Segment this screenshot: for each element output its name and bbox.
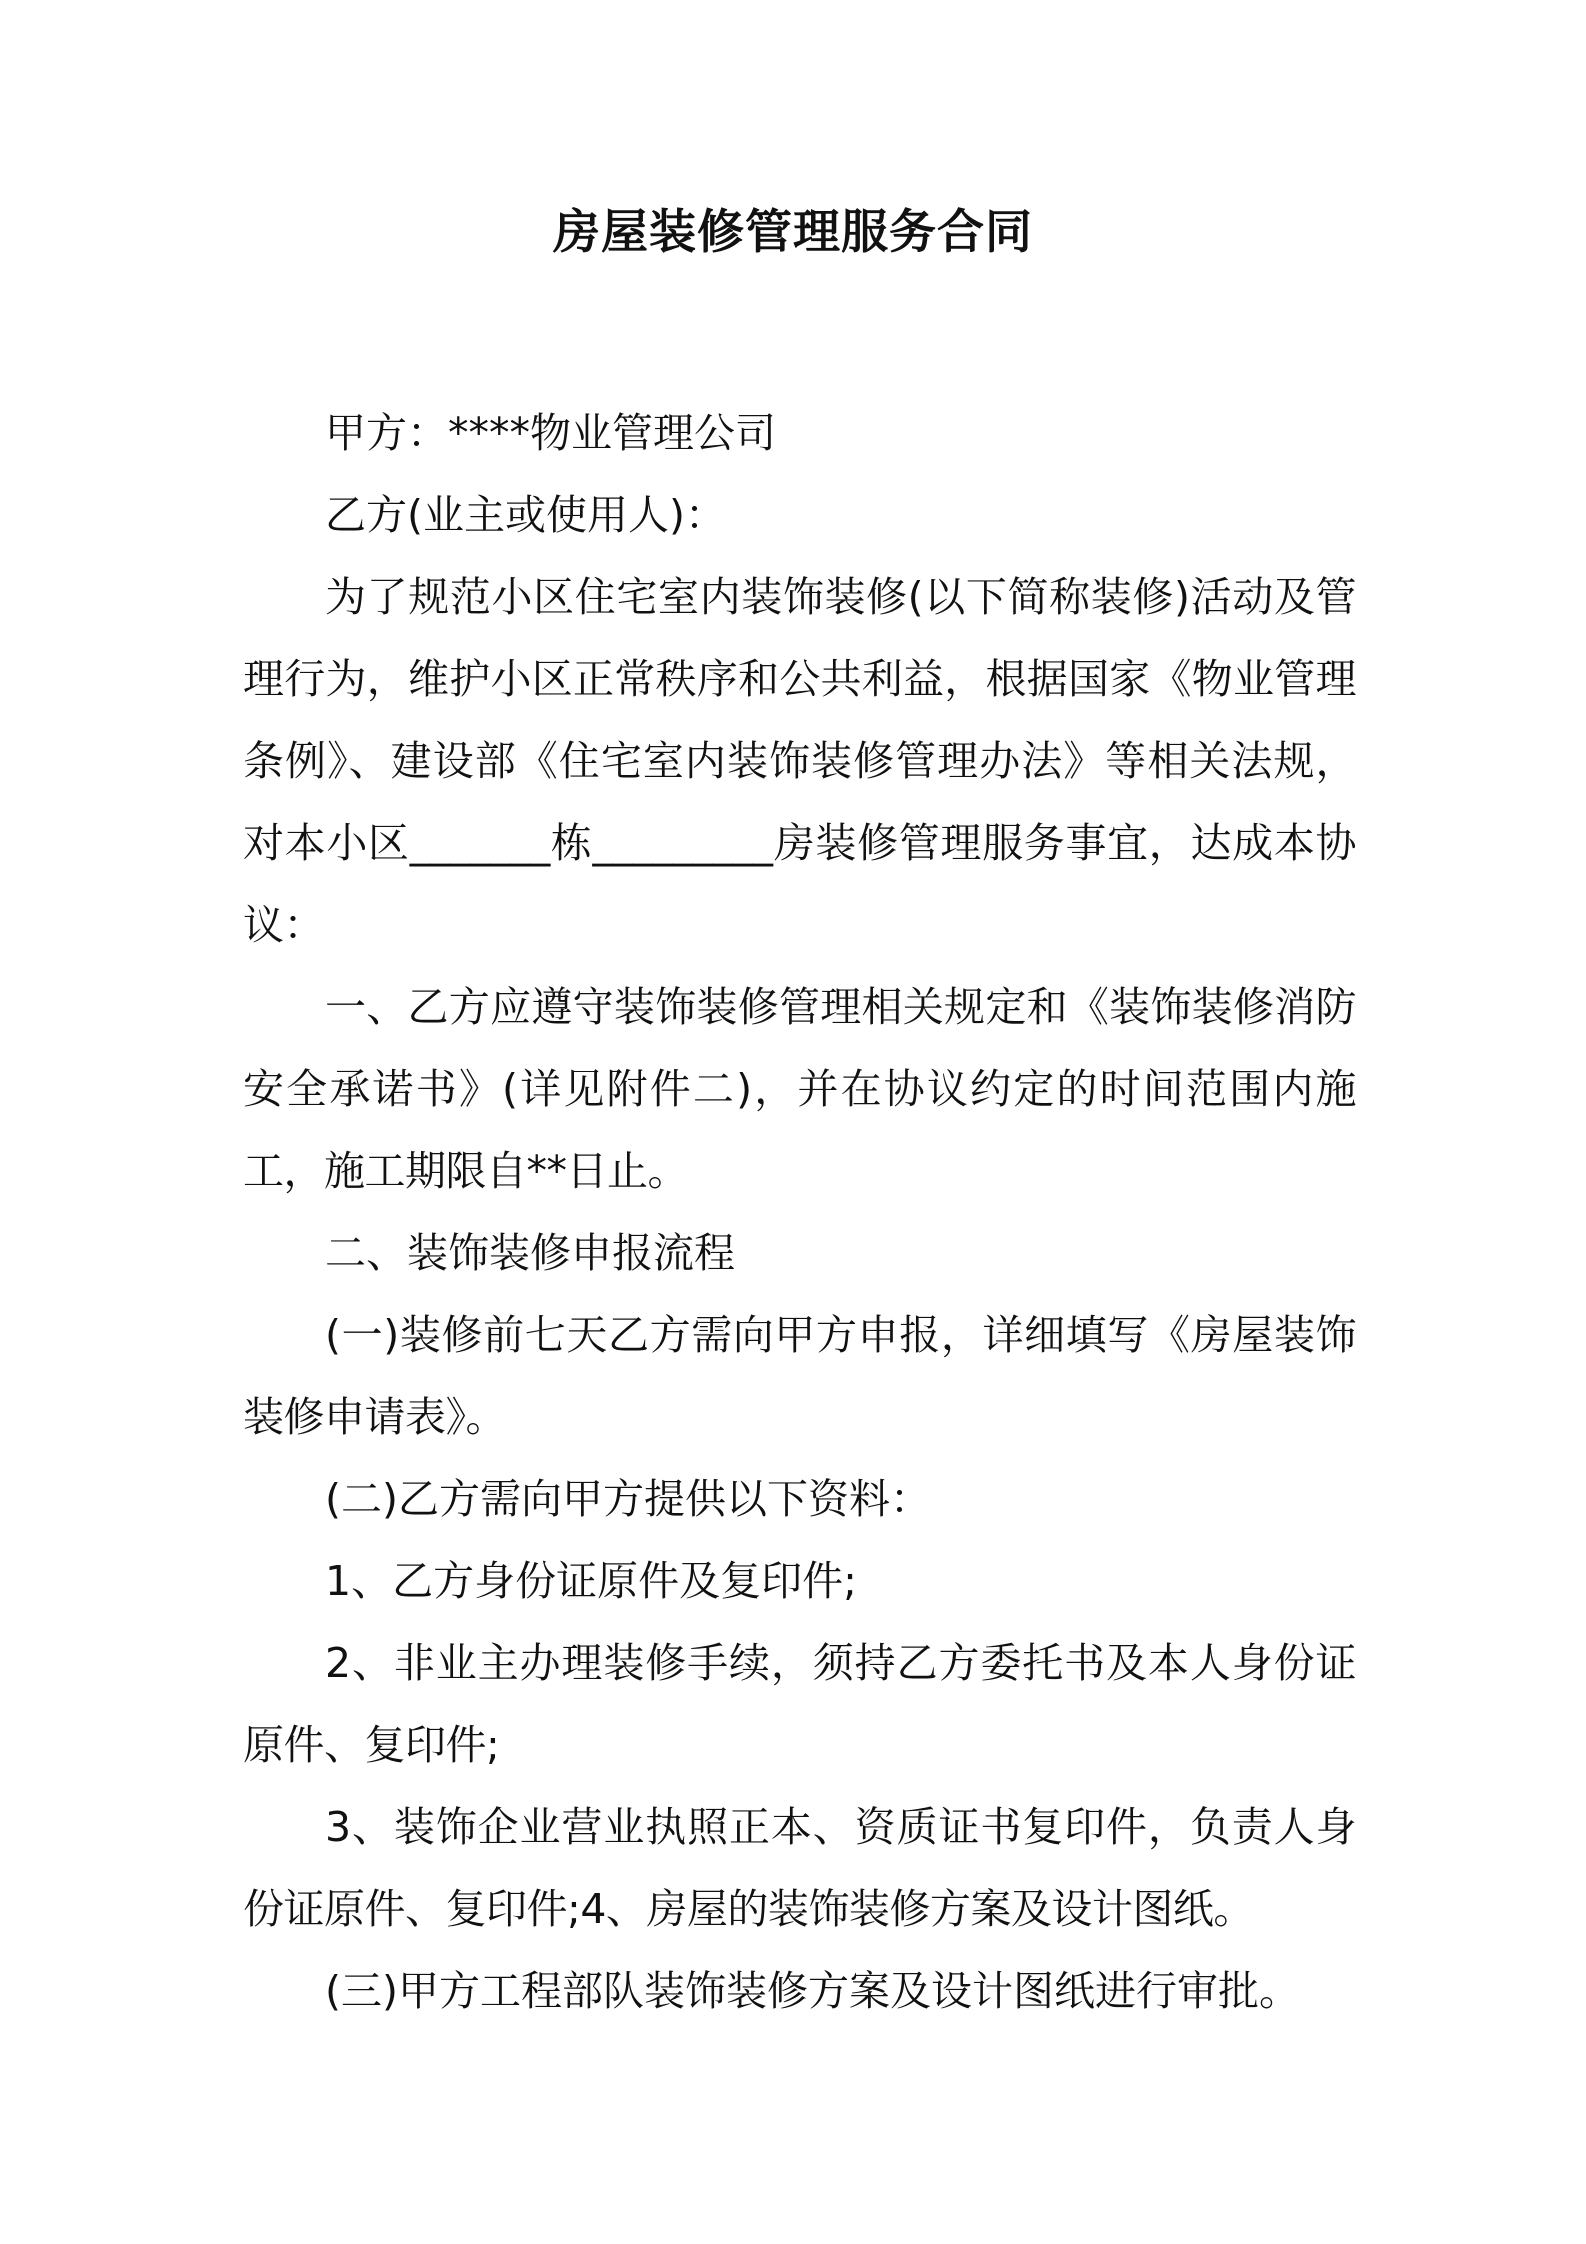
clause-1-paragraph: 一、乙方应遵守装饰装修管理相关规定和《装饰装修消防安全承诺书》(详见附件二)，并在协议约定的时间范围内施工，施工期限自**日止。	[243, 983, 1356, 1195]
document-title: 房屋装修管理服务合同	[553, 205, 1033, 260]
clause-2-heading: 二、装饰装修申报流程	[325, 1229, 735, 1277]
clause-2-3-paragraph: (三)甲方工程部队装饰装修方案及设计图纸进行审批。	[325, 1967, 1300, 2015]
list-item-3: 3、装饰企业营业执照正本、资质证书复印件，负责人身份证原件、复印件;4、房屋的装饰装修方案及设计图纸。	[243, 1803, 1356, 1933]
list-item-1: 1、乙方身份证原件及复印件;	[325, 1557, 857, 1605]
clause-2-2-paragraph: (二)乙方需向甲方提供以下资料：	[325, 1475, 931, 1523]
party-b-line: 乙方(业主或使用人)：	[325, 491, 726, 539]
preamble-paragraph: 为了规范小区住宅室内装饰装修(以下简称装修)活动及管理行为，维护小区正常秩序和公共利益，根据国家《物业管理条例》、建设部《住宅室内装饰装修管理办法》等相关法规，对本小区_______栋_________房装修管理服务事宜，达成本协议：	[243, 573, 1356, 949]
clause-2-1-paragraph: (一)装修前七天乙方需向甲方申报，详细填写《房屋装饰装修申请表》。	[243, 1311, 1356, 1441]
document-body	[243, 392, 1356, 2032]
party-a-line: 甲方：****物业管理公司	[325, 409, 776, 457]
list-item-2: 2、非业主办理装修手续，须持乙方委托书及本人身份证原件、复印件;	[243, 1639, 1356, 1769]
